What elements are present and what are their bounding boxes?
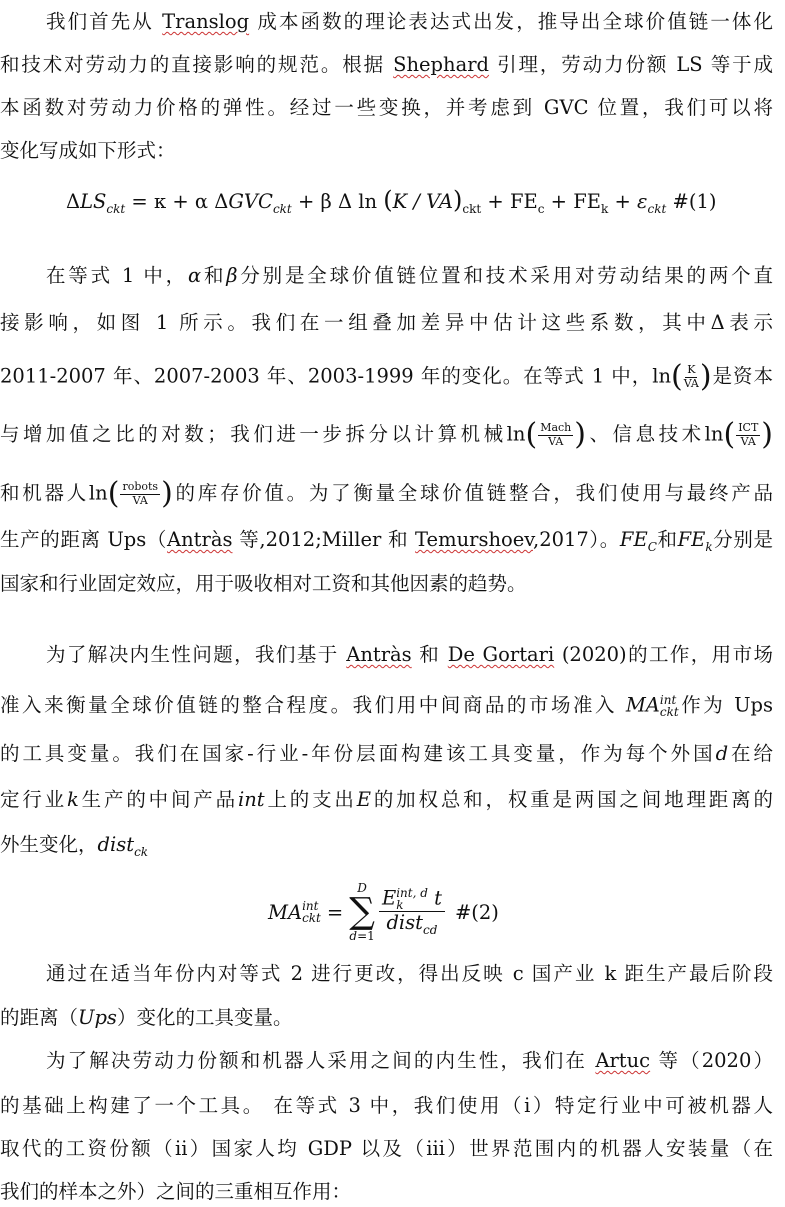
p4-line2: 的距离（Ups）变化的工具变量。 — [0, 1006, 293, 1029]
p2-line6: 生产的距离 Ups（Antràs 等,2012;Miller 和 Temurshoev,2017）。$FE_C$和$FE_k$分别是 — [0, 528, 773, 554]
p1-line3: 本函数对劳动力价格的弹性。经过一些变换，并考虑到 GVC 位置，我们可以将 — [0, 96, 773, 119]
p3-line1: 为了解决内生性问题，我们基于 Antràs 和 De Gortari (2020)的工作，用市场 — [46, 643, 773, 666]
p5-line4: 我们的样本之外）之间的三重相互作用： — [0, 1180, 352, 1203]
p2-line4: 与增加值之比的对数；我们进一步拆分以计算机械ln( $\frac{\text{Mach}}{VA}$ )、信息技术ln( $\frac{\text{ICT}}{VA}$ ) — [0, 417, 774, 452]
p1-line4: 变化写成如下形式： — [0, 139, 176, 162]
p1-line2: 和技术对劳动力的直接影响的规范。根据 Shephard 引理，劳动力份额 LS 等于成 — [0, 53, 773, 76]
p2-line5: 和机器人ln( $\frac{\text{robots}}{VA}$ )的库存价值。为了衡量全球价值链整合，我们使用与最终产品 — [0, 476, 773, 511]
p5-line1: 为了解决劳动力份额和机器人采用之间的内生性，我们在 Artuc 等（2020） — [46, 1049, 773, 1072]
p3-line5: 外生变化，dist$_{ck}$ — [0, 833, 149, 859]
p3-line3: 的工具变量。我们在国家-行业-年份层面构建该工具变量，作为每个外国d在给 — [0, 742, 773, 765]
p3-line4: 定行业k生产的中间产品int上的支出E的加权总和，权重是两国之间地理距离的 — [0, 788, 773, 811]
equation-1: $\Delta LS_{ckt} = \kappa + \alpha$ $\Delta GVC_{ckt} + \beta$ Δ $\ln (K / VA)_{ckt} + FE_c + FE_k + \varepsilon_{ckt}$ #(1) — [66, 186, 717, 216]
equation-2: MA int ckt = D ∑ d=1 E int, d k t dist$_{cd}$ #(2) — [268, 881, 499, 943]
p5-line2: 的基础上构建了一个工具。 在等式 3 中，我们使用（i）特定行业中可被机器人 — [0, 1094, 773, 1117]
p3-line2: 准入来衡量全球价值链的整合程度。我们用中间商品的市场准入 MA int ckt 作为 Ups — [0, 693, 773, 719]
p5-line3: 取代的工资份额（ii）国家人均 GDP 以及（iii）世界范围内的机器人安装量（在 — [0, 1137, 773, 1160]
p2-line7: 国家和行业固定效应，用于吸收相对工资和其他因素的趋势。 — [0, 572, 527, 595]
p2-line2: 接影响，如图 1 所示。我们在一组叠加差异中估计这些系数，其中Δ表示 — [0, 311, 773, 334]
p1-line1: 我们首先从 Translog 成本函数的理论表达式出发，推导出全球价值链一体化 — [46, 10, 773, 33]
p2-line1: 在等式 1 中，α和β分别是全球价值链位置和技术采用对劳动结果的两个直 — [46, 264, 773, 287]
p2-line3: 2011-2007 年、2007-2003 年、2003-1999 年的变化。在等式 1 中，ln( $\frac{K}{VA}$ )是资本 — [0, 359, 773, 394]
p4-line1: 通过在适当年份内对等式 2 进行更改，得出反映 c 国产业 k 距生产最后阶段 — [46, 962, 773, 985]
